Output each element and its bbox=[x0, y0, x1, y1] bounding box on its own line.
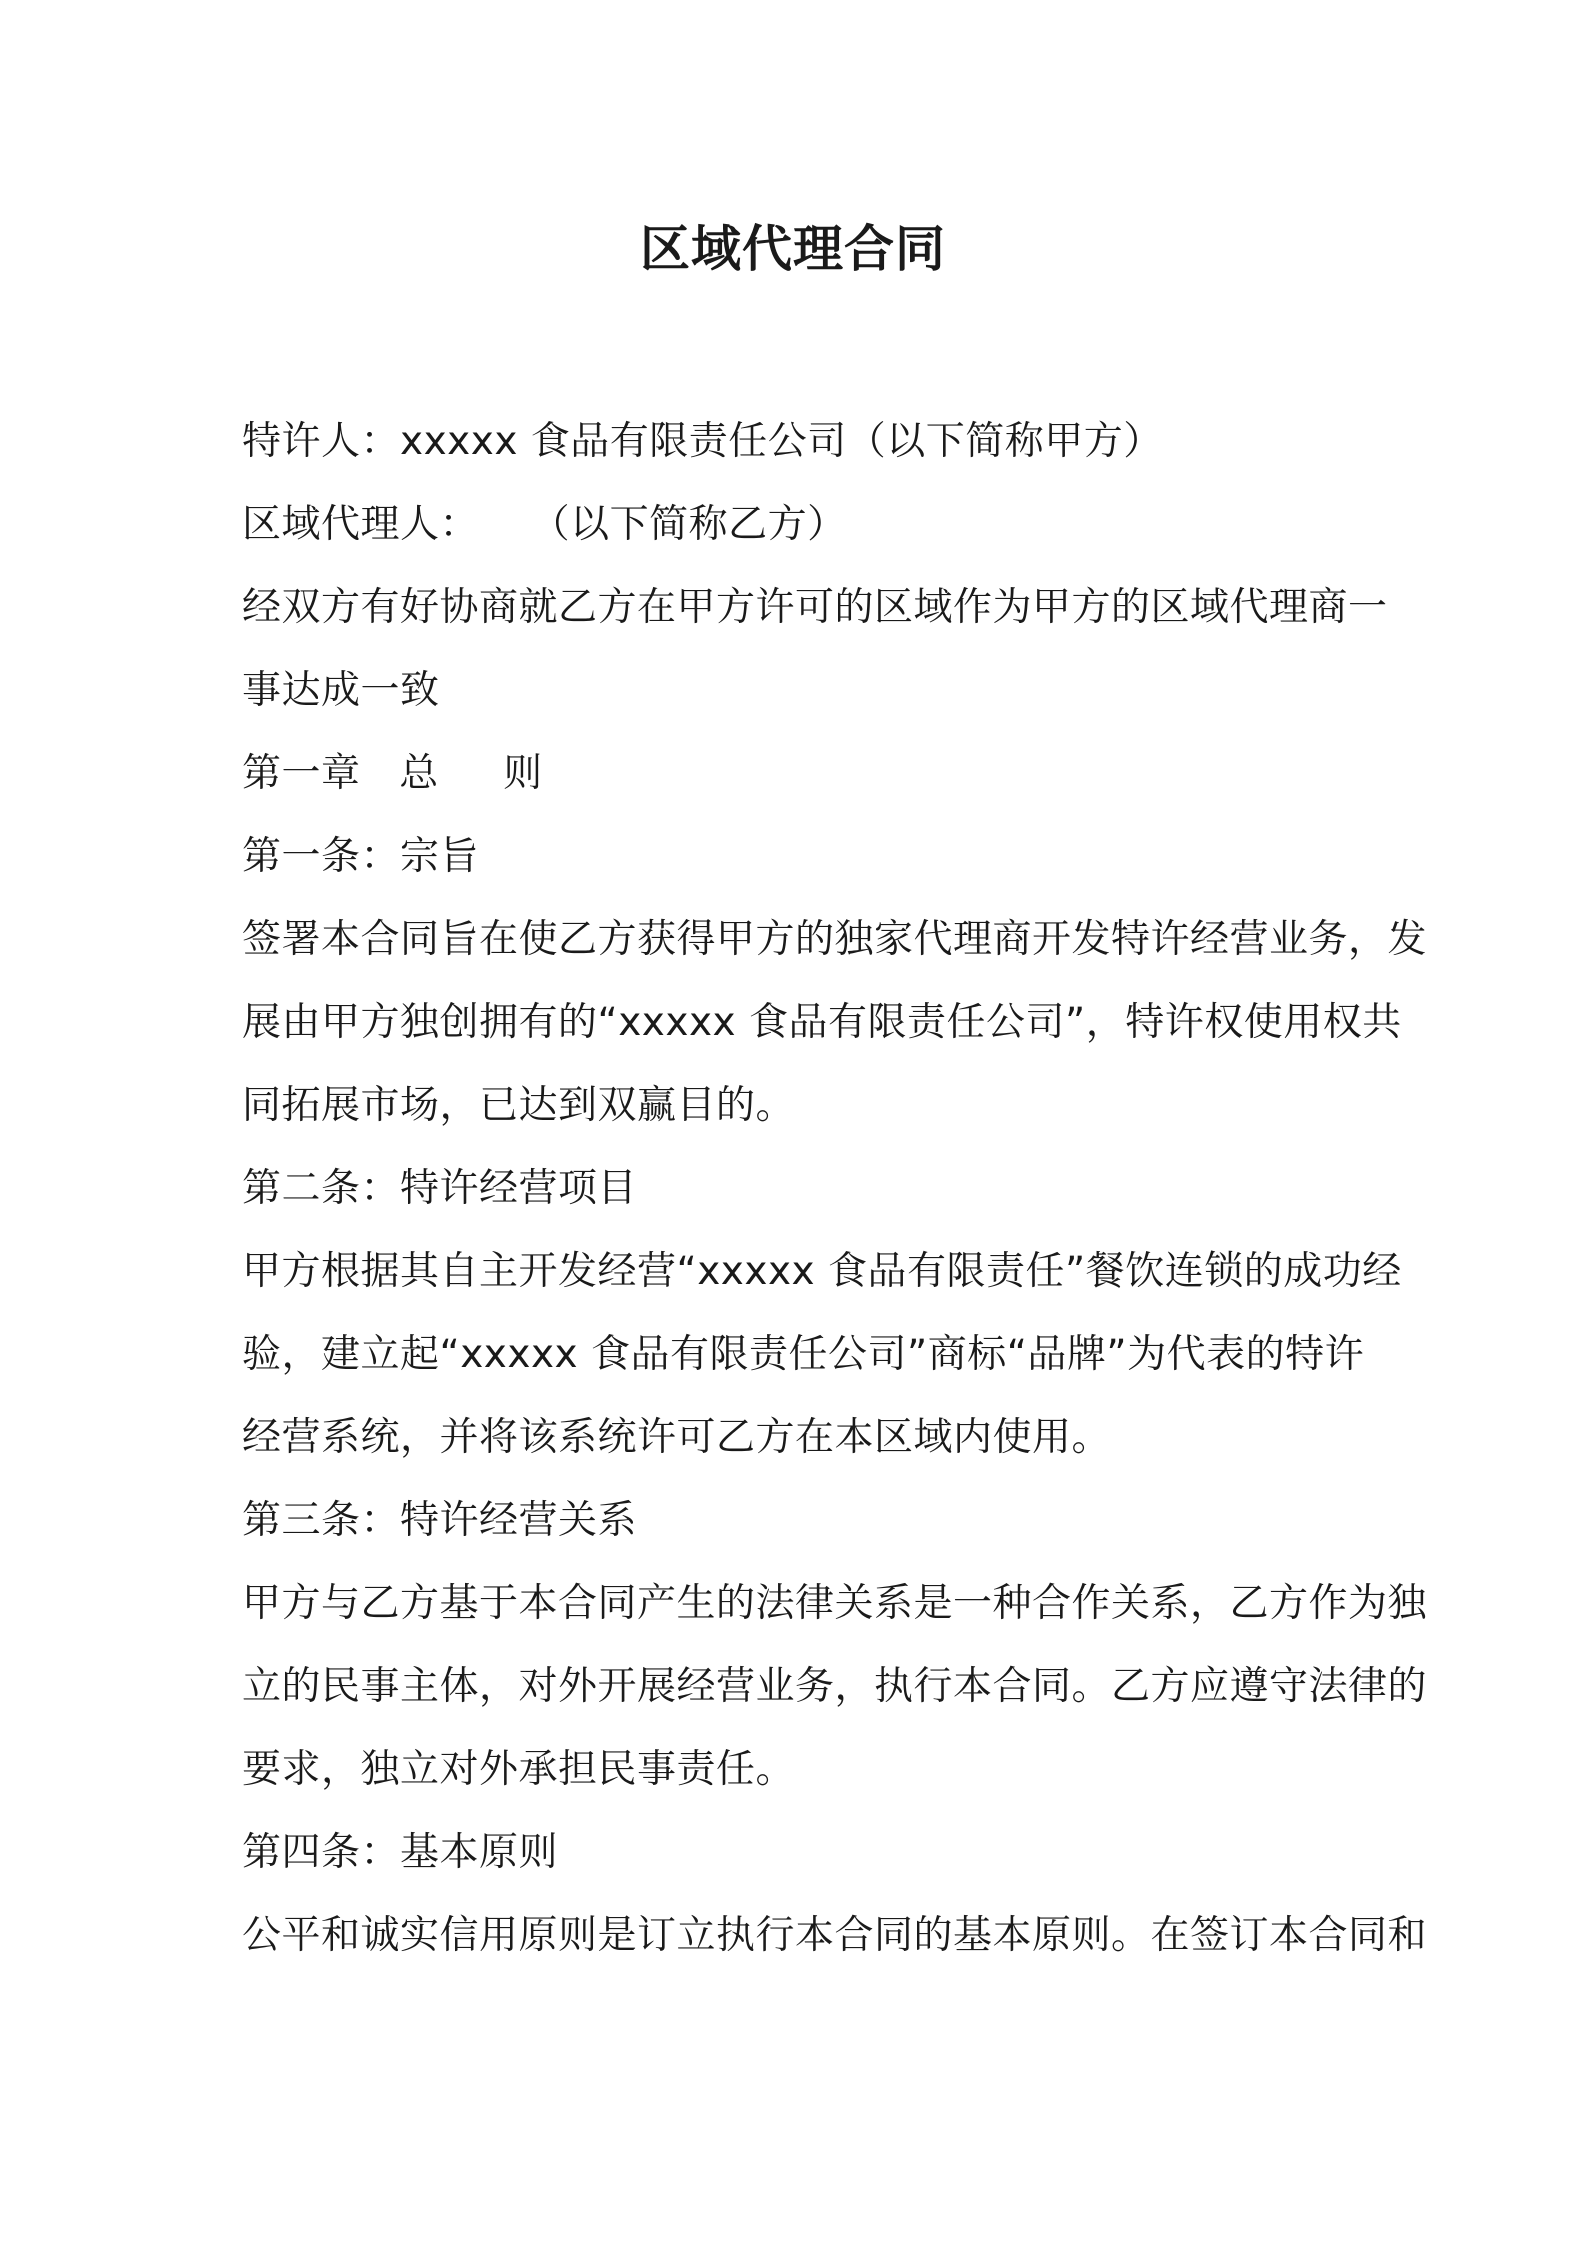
paragraph-line: 立的民事主体，对外开展经营业务，执行本合同。乙方应遵守法律的 bbox=[242, 1664, 1428, 1709]
preamble-line: 经双方有好协商就乙方在甲方许可的区域作为甲方的区域代理商一 bbox=[242, 585, 1388, 630]
paragraph-line: 经营系统，并将该系统许可乙方在本区域内使用。 bbox=[242, 1415, 1112, 1460]
document-title: 区域代理合同 bbox=[640, 220, 946, 278]
paragraph-line: 验，建立起“xxxxx 食品有限责任公司”商标“品牌”为代表的特许 bbox=[242, 1332, 1365, 1377]
paragraph-line: 公平和诚实信用原则是订立执行本合同的基本原则。在签订本合同和 bbox=[242, 1913, 1428, 1958]
paragraph-line: 签署本合同旨在使乙方获得甲方的独家代理商开发特许经营业务，发 bbox=[242, 917, 1428, 962]
party-a-line: 特许人：xxxxx 食品有限责任公司（以下简称甲方） bbox=[242, 419, 1163, 464]
preamble-line: 事达成一致 bbox=[242, 668, 440, 713]
article-heading: 第一条：宗旨 bbox=[242, 834, 480, 879]
document-body bbox=[242, 400, 1428, 1977]
chapter-heading: 第一章 总 则 bbox=[242, 751, 543, 796]
paragraph-line: 要求，独立对外承担民事责任。 bbox=[242, 1747, 796, 1792]
article-heading: 第二条：特许经营项目 bbox=[242, 1166, 638, 1211]
party-b-line: 区域代理人： （以下简称乙方） bbox=[242, 502, 847, 547]
article-heading: 第三条：特许经营关系 bbox=[242, 1498, 638, 1543]
paragraph-line: 甲方根据其自主开发经营“xxxxx 食品有限责任”餐饮连锁的成功经 bbox=[242, 1249, 1402, 1294]
paragraph-line: 展由甲方独创拥有的“xxxxx 食品有限责任公司”，特许权使用权共 bbox=[242, 1000, 1402, 1045]
paragraph-line: 甲方与乙方基于本合同产生的法律关系是一种合作关系，乙方作为独 bbox=[242, 1581, 1428, 1626]
paragraph-line: 同拓展市场，已达到双赢目的。 bbox=[242, 1083, 796, 1128]
article-heading: 第四条：基本原则 bbox=[242, 1830, 559, 1875]
